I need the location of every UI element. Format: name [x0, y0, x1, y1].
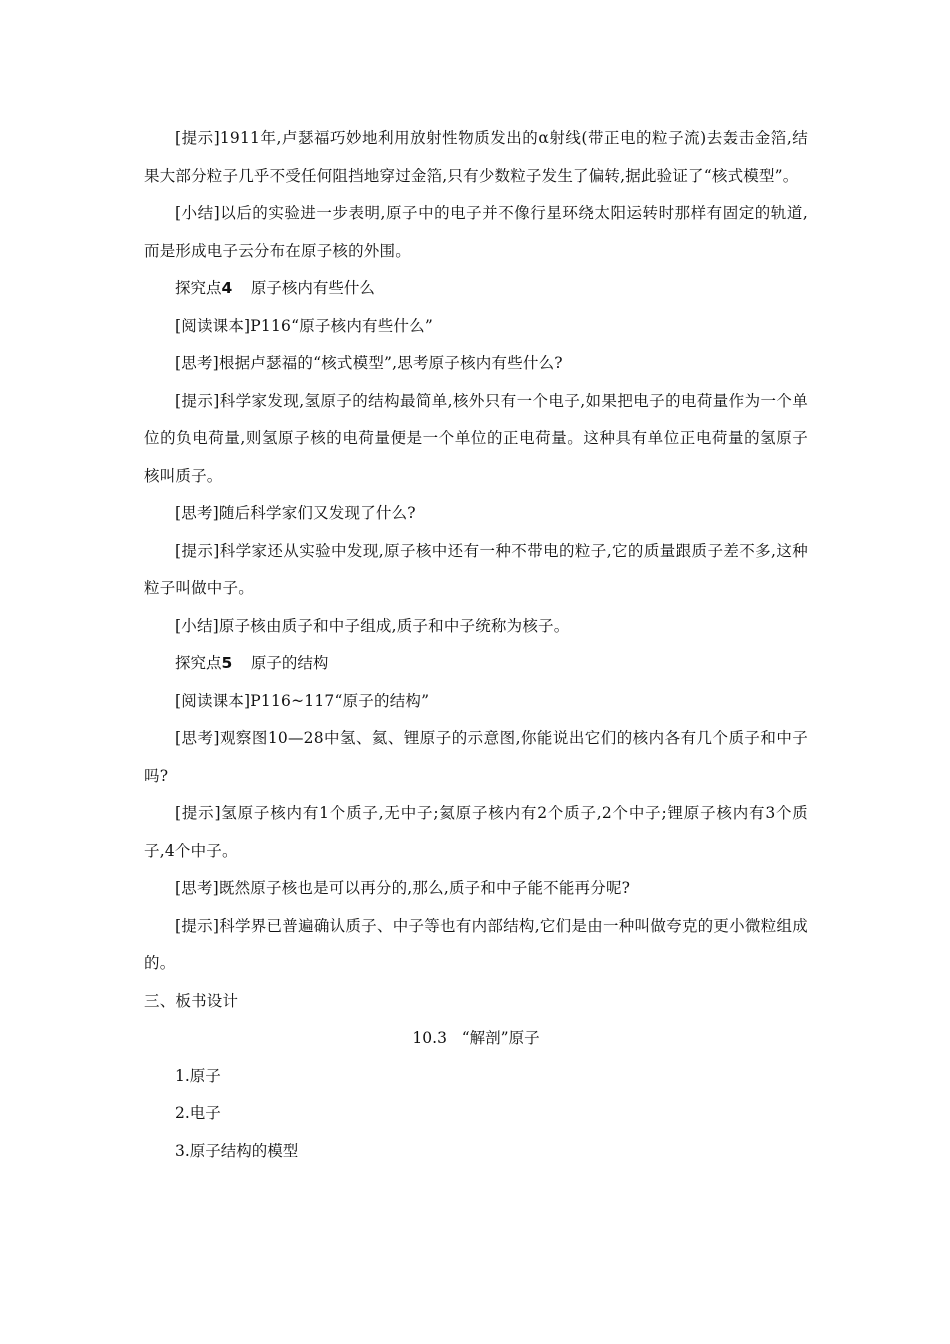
paragraph-think-2: [思考]随后科学家们又发现了什么?: [175, 504, 416, 522]
paragraph-summary-electron-cloud: [小结]以后的实验进一步表明,原子中的电子并不像行星环绕太阳运转时那样有固定的轨道,而是形成电子云分布在原子核的外围。: [144, 204, 808, 260]
paragraph-hint-neutron: [提示]科学家还从实验中发现,原子核中还有一种不带电的粒子,它的质量跟质子差不多,这种粒子叫做中子。: [144, 541, 808, 597]
heading-explore-point-4: [144, 270, 808, 308]
paragraph-read-textbook-1: [阅读课本]P116“原子核内有些什么”: [175, 316, 433, 335]
paragraph-hint-atom-counts: [提示]氢原子核内有1个质子,无中子;氦原子核内有2个质子,2个中子;锂原子核内有3个质子,4个中子。: [144, 804, 808, 860]
paragraph-hint-rutherford: [提示]1911年,卢瑟福巧妙地利用放射性物质发出的α射线(带正电的粒子流)去轰击金箔,结果大部分粒子几乎不受任何阻挡地穿过金箔,只有少数粒子发生了偏转,据此验证了“核式模型”。: [144, 129, 808, 185]
document-content: [144, 120, 808, 1170]
paragraph-think-1: [思考]根据卢瑟福的“核式模型”,思考原子核内有些什么?: [175, 354, 563, 372]
board-list-item: 1.原子: [175, 1066, 221, 1085]
paragraph-hint-proton: [提示]科学家发现,氢原子的结构最简单,核外只有一个电子,如果把电子的电荷量作为一个单位的负电荷量,则氢原子核的电荷量便是一个单位的正电荷量。这种具有单位正电荷量的氢原子核叫质子。: [144, 391, 808, 485]
heading-number: 4: [221, 279, 233, 297]
paragraph-hint-quark: [提示]科学界已普遍确认质子、中子等也有内部结构,它们是由一种叫做夸克的更小微粒组成的。: [144, 916, 808, 972]
board-title-text: “解剖”原子: [461, 1029, 540, 1047]
board-list-item: 2.电子: [175, 1104, 221, 1122]
board-title-number: 10.3: [412, 1029, 447, 1047]
heading-label: 探究点: [175, 279, 222, 297]
paragraph-summary-nucleon: [小结]原子核由质子和中子组成,质子和中子统称为核子。: [175, 616, 570, 635]
paragraph-think-3: [思考]观察图10—28中氢、氦、锂原子的示意图,你能说出它们的核内各有几个质子和中子吗?: [144, 729, 808, 785]
heading-label: 探究点: [175, 654, 222, 672]
heading-title: 原子核内有些什么: [250, 279, 375, 297]
heading-number: 5: [221, 654, 233, 672]
board-list-item: 3.原子结构的模型: [175, 1141, 299, 1160]
heading-title: 原子的结构: [250, 654, 329, 672]
section-title-board-design: 三、板书设计: [144, 991, 239, 1010]
board-title: [144, 1020, 808, 1058]
heading-explore-point-5: [144, 645, 808, 683]
paragraph-read-textbook-2: [阅读课本]P116~117“原子的结构”: [175, 691, 430, 710]
paragraph-think-4: [思考]既然原子核也是可以再分的,那么,质子和中子能不能再分呢?: [175, 879, 631, 897]
